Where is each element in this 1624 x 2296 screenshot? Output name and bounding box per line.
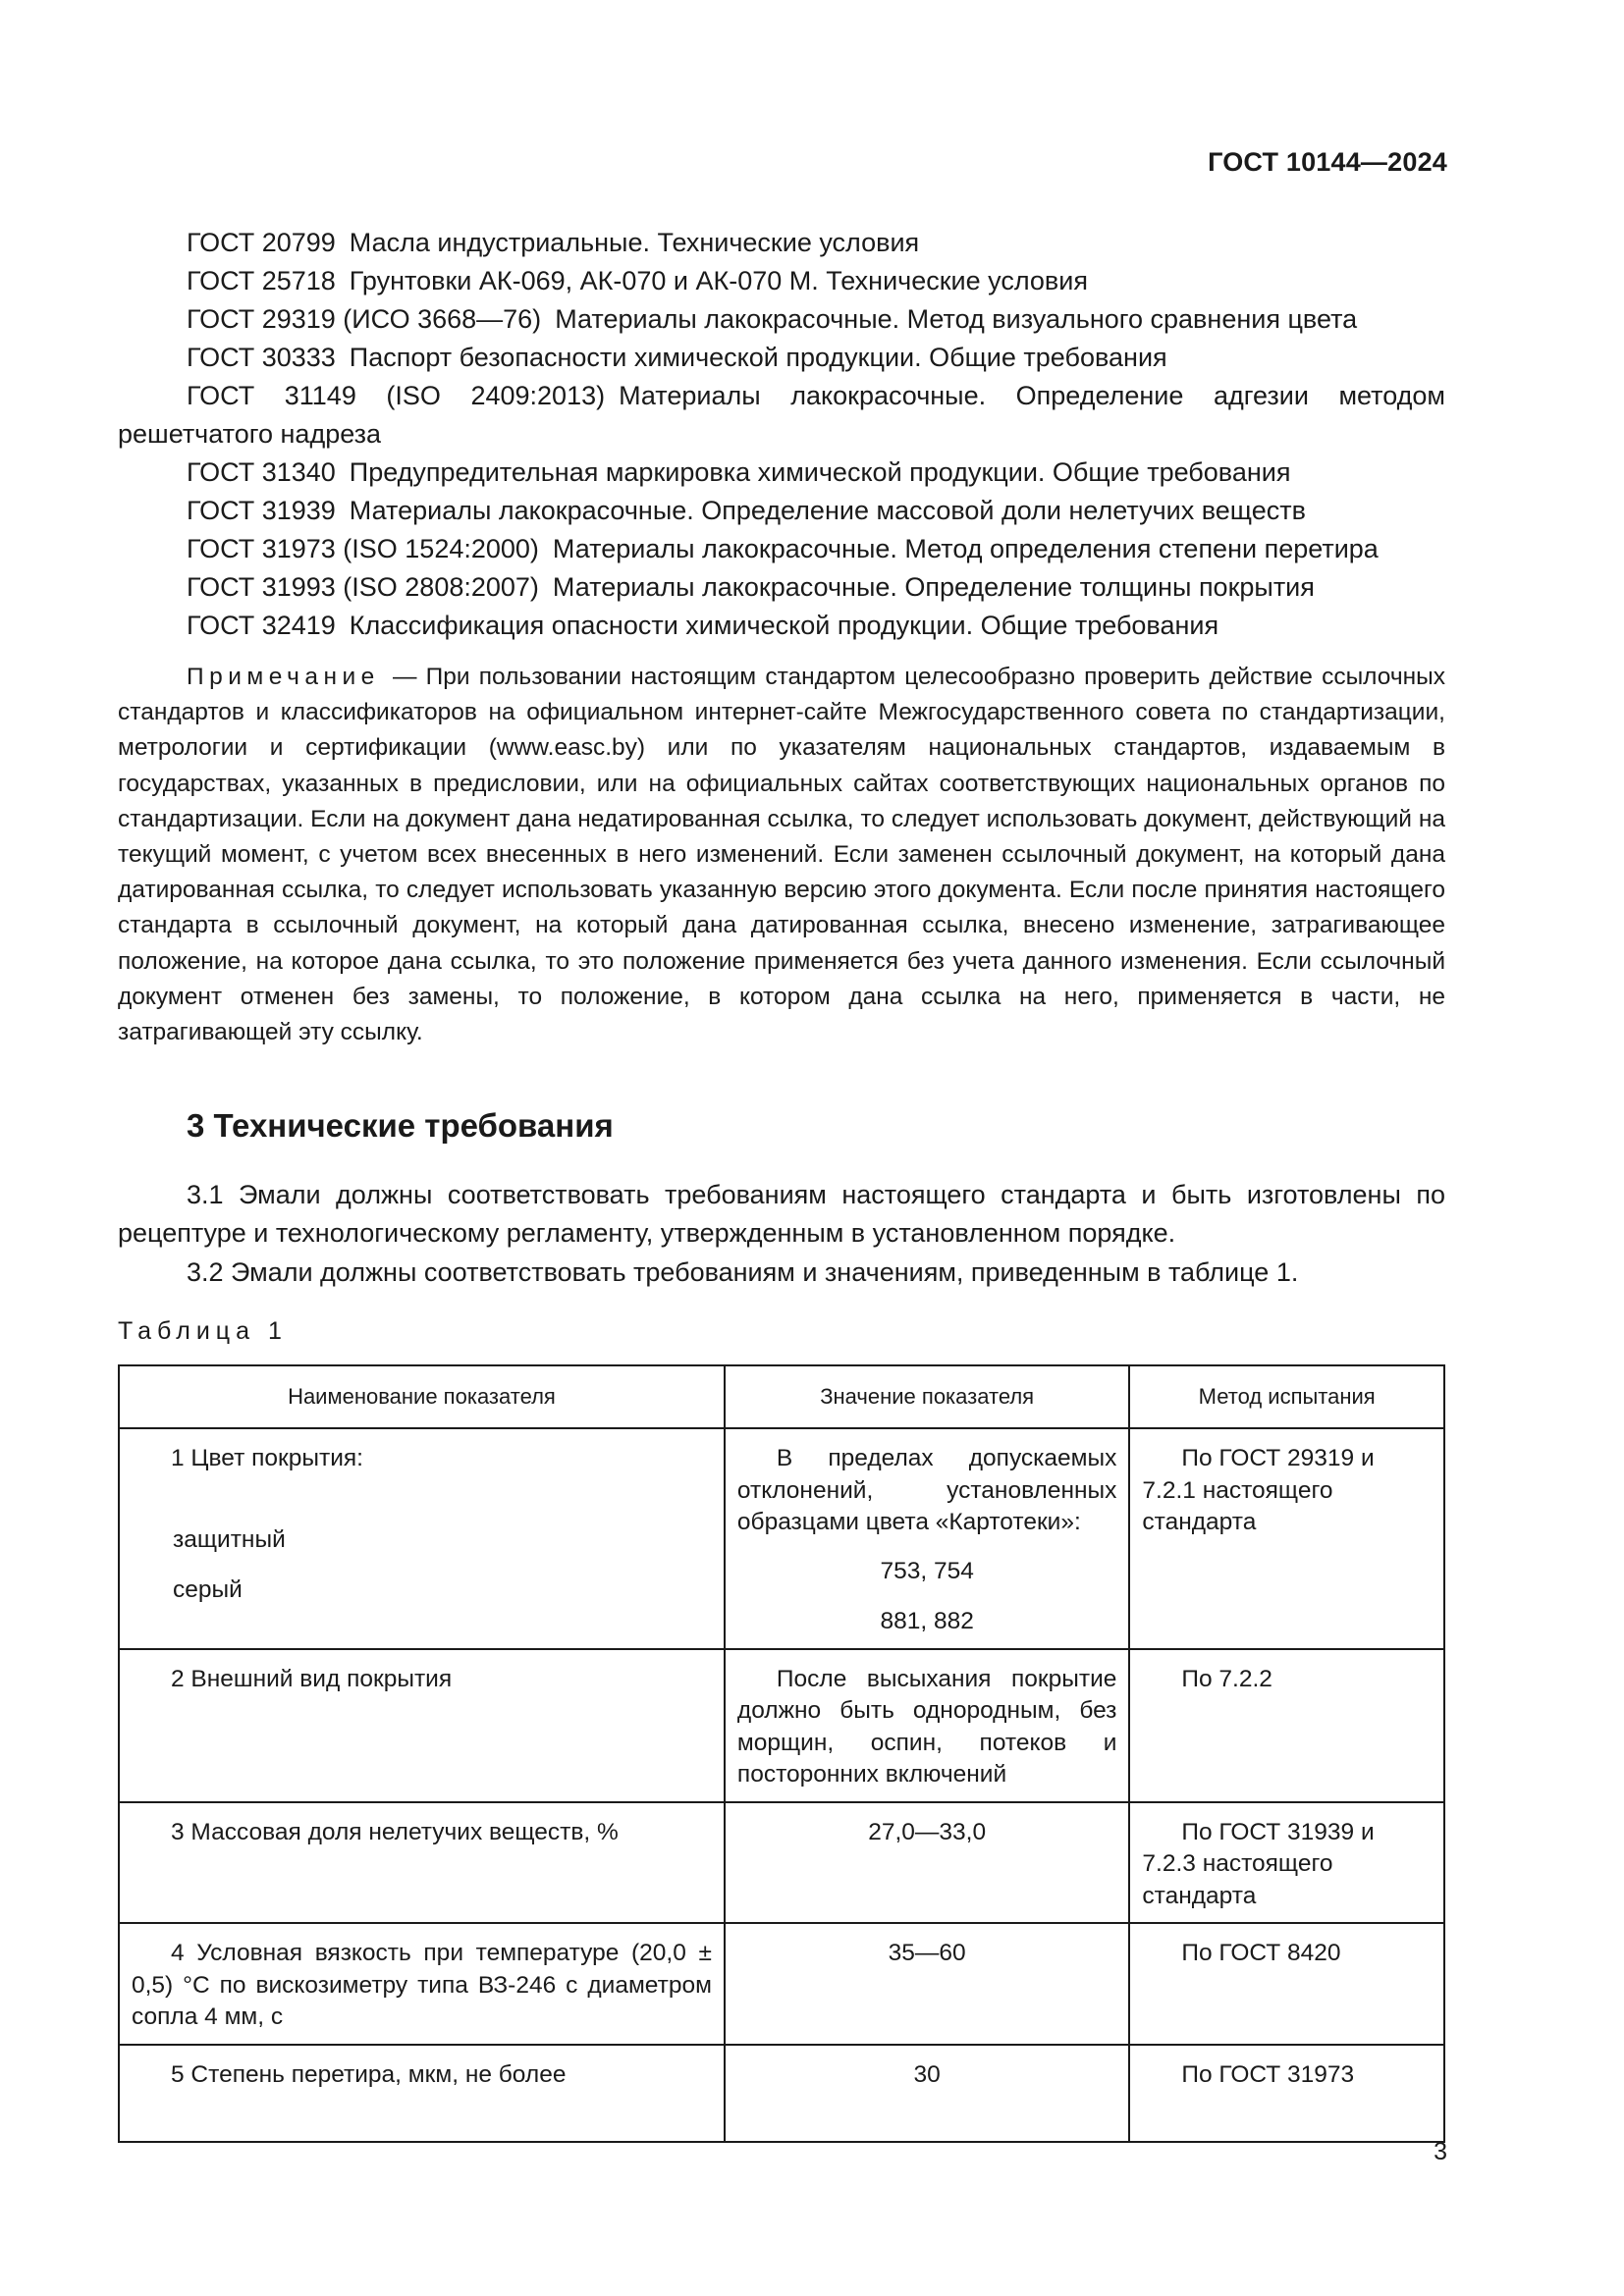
paragraph-3-2: 3.2 Эмали должны соответствовать требованиям и значениям, приведенным в таблице 1. (187, 1257, 1299, 1287)
table-header-row (119, 1365, 1444, 1428)
table-cell-method (1129, 1923, 1444, 2045)
normative-references-list (118, 224, 1445, 645)
table-cell-name (119, 1428, 725, 1649)
reference-title: Материалы лакокрасочные. Метод определения степени перетира (552, 534, 1379, 563)
indicator-sub-value: 753, 754 (880, 1557, 974, 1584)
reference-note (118, 660, 1445, 1050)
reference-title: Предупредительная маркировка химической продукции. Общие требования (349, 457, 1291, 487)
requirements-table (118, 1364, 1445, 2143)
indicator-sub-name: серый (173, 1576, 243, 1603)
table-cell-value (725, 1649, 1129, 1802)
reference-item (118, 530, 1445, 568)
table-cell-method (1129, 1802, 1444, 1924)
column-header-value: Значение показателя (725, 1365, 1129, 1428)
test-method: По ГОСТ 8420 (1181, 1940, 1341, 1966)
indicator-name: 1 Цвет покрытия: (171, 1445, 363, 1471)
table-cell-value (725, 1428, 1129, 1649)
reference-code: ГОСТ 31973 (ISO 1524:2000) (187, 534, 539, 563)
reference-title: Классификация опасности химической продукции. Общие требования (349, 611, 1219, 640)
indicator-value: 30 (913, 2060, 941, 2088)
table-row (119, 1428, 1444, 1649)
indicator-value: 27,0—33,0 (868, 1818, 987, 1845)
reference-code: ГОСТ 31939 (187, 496, 336, 525)
table-caption: Таблица 1 (118, 1317, 288, 1345)
section-heading: 3 Технические требования (187, 1107, 614, 1144)
indicator-value: В пределах допускаемых отклонений, установленных образцами цвета «Картотеки»: (736, 1445, 1117, 1535)
reference-item (118, 568, 1445, 607)
table-cell-value (725, 1802, 1129, 1924)
indicator-value: 35—60 (888, 1940, 966, 1966)
indicator-name: 4 Условная вязкость при температуре (20,0 ± 0,5) °С по вискозиметру типа ВЗ-246 с диаметром сопла 4 мм, с (132, 1940, 712, 2030)
reference-title: Материалы лакокрасочные. Метод визуального сравнения цвета (555, 304, 1358, 334)
test-method: По 7.2.2 (1181, 1665, 1272, 1692)
test-method: По ГОСТ 31973 (1181, 2060, 1355, 2088)
table-cell-value (725, 1923, 1129, 2045)
reference-code: ГОСТ 29319 (ИСО 3668—76) (187, 304, 542, 334)
test-method: По ГОСТ 31939 и 7.2.3 настоящего стандарта (1142, 1818, 1375, 1909)
reference-code: ГОСТ 20799 (187, 228, 336, 257)
reference-code: ГОСТ 31993 (ISO 2808:2007) (187, 572, 539, 602)
reference-code: ГОСТ 31340 (187, 457, 336, 487)
table-row (119, 1649, 1444, 1802)
table-cell-name (119, 1923, 725, 2045)
standard-code-header: ГОСТ 10144—2024 (1208, 147, 1447, 177)
table-cell-method (1129, 1428, 1444, 1649)
reference-title: Материалы лакокрасочные. Определение толщины покрытия (552, 572, 1315, 602)
reference-title: Материалы лакокрасочные. Определение адгезии методом решетчатого надреза (118, 381, 1445, 449)
reference-item (118, 454, 1445, 492)
indicator-name: 2 Внешний вид покрытия (171, 1665, 453, 1692)
reference-item (118, 339, 1445, 377)
column-header-method: Метод испытания (1129, 1365, 1444, 1428)
indicator-sub-value: 881, 882 (880, 1608, 974, 1634)
table-row (119, 1802, 1444, 1924)
column-header-name: Наименование показателя (119, 1365, 725, 1428)
note-label: Примечание (187, 664, 380, 690)
table-cell-value (725, 2045, 1129, 2142)
reference-item (118, 607, 1445, 645)
reference-code: ГОСТ 30333 (187, 343, 336, 372)
reference-title: Материалы лакокрасочные. Определение массовой доли нелетучих веществ (349, 496, 1306, 525)
table-cell-method (1129, 1649, 1444, 1802)
reference-item (118, 300, 1445, 339)
table-cell-name (119, 1802, 725, 1924)
indicator-value: После высыхания покрытие должно быть однородным, без морщин, оспин, потеков и посторонних включений (736, 1665, 1117, 1788)
table-row (119, 2045, 1444, 2142)
indicator-sub-name: защитный (173, 1525, 286, 1553)
indicator-name: 3 Массовая доля нелетучих веществ, % (171, 1818, 619, 1845)
reference-title: Паспорт безопасности химической продукции. Общие требования (349, 343, 1167, 372)
indicator-name: 5 Степень перетира, мкм, не более (171, 2060, 567, 2088)
reference-item (118, 492, 1445, 530)
reference-item (118, 262, 1445, 300)
table-cell-name (119, 2045, 725, 2142)
reference-title: Масла индустриальные. Технические условия (349, 228, 920, 257)
test-method: По ГОСТ 29319 и 7.2.1 настоящего стандарта (1142, 1445, 1375, 1535)
page-number: 3 (1434, 2138, 1447, 2165)
reference-title: Грунтовки АК-069, АК-070 и АК-070 М. Технические условия (349, 266, 1088, 295)
reference-item (118, 377, 1445, 454)
reference-code: ГОСТ 25718 (187, 266, 336, 295)
note-text: — При пользовании настоящим стандартом целесообразно проверить действие ссылочных стандартов и классификаторов на официальном интернет-сайте Межгосударственного совета по стандартизации, метрологии и сертификации (www.easc.by) или по указателям национальных стандартов, издаваемым в государствах, указанных в предисловии, или на официальных сайтах соответствующих национальных органов по стандартизации. Если на документ дана недатированная ссылка, то следует использовать документ, действующий на текущий момент, с учетом всех внесенных в него изменений. Если заменен ссылочный документ, на который дана датированная ссылка, то следует использовать указанную версию этого документа. Если после принятия настоящего стандарта в ссылочный документ, на который дана датированная ссылка, внесено изменение, затрагивающее положение, на которое дана ссылка, то это положение применяется без учета данного изменения. Если ссылочный документ отменен без замены, то положение, в котором дана ссылка на него, применяется в части, не затрагивающей эту ссылку. (118, 664, 1445, 1046)
reference-item (118, 224, 1445, 262)
table-cell-method (1129, 2045, 1444, 2142)
paragraph-3-1: 3.1 Эмали должны соответствовать требованиям настоящего стандарта и быть изготовлены по рецептуре и технологическому регламенту, утвержденным в установленном порядке. (118, 1180, 1445, 1248)
reference-code: ГОСТ 31149 (ISO 2409:2013) (187, 381, 606, 410)
reference-code: ГОСТ 32419 (187, 611, 336, 640)
table-cell-name (119, 1649, 725, 1802)
table-row (119, 1923, 1444, 2045)
